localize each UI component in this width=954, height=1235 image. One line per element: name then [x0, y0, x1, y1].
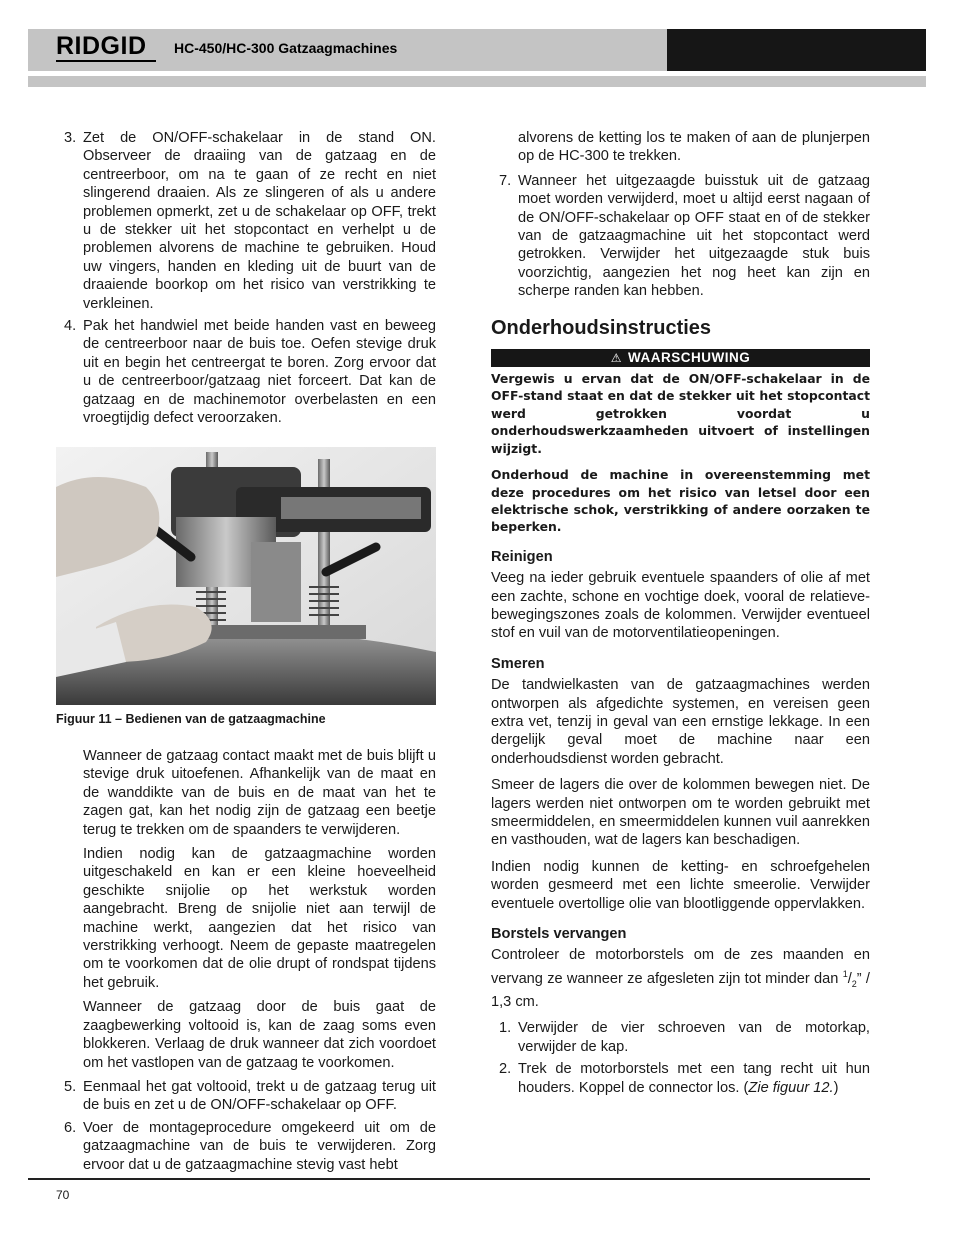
- ridgid-logo: RIDGID: [56, 32, 147, 60]
- item-number: 6.: [64, 1119, 77, 1136]
- paragraph: Veeg na ieder gebruik eventuele spaanders of olie af met een zachte, schone en vochtige doek, vooral de relatieve-bewegingszones zoals de kolommen. Verwijder eventueel stof en vuil van de motorventilatieopeningen.: [491, 570, 870, 642]
- fraction-numerator: 1: [842, 968, 848, 979]
- list-item: [491, 1060, 870, 1097]
- paragraph: De tandwielkasten van de gatzaagmachines werden ontworpen als afgedichte systemen, en vereisen geen extra vet, tenzij in geval van een ernstige lekkage. In een dergelijk geval moet de machine naar een onderhoudsdienst worden gebracht.: [491, 677, 870, 767]
- header-dark-block: [667, 29, 926, 71]
- item-text: Pak het handwiel met beide handen vast en beweeg de centreerboor naar de buis toe. Oefen stevige druk uit en begin het centreergat te boren. Zorg ervoor dat u de centreerboor/gatzaag niet forceert. Dat kan de gatzaag en de machinemotor overbelasten en een vroegtijdig defect veroorzaken.: [83, 318, 436, 427]
- warning-text: Onderhoud de machine in overeenstemming met deze procedures om het risico van letsel door een elektrische schok, verstrikking of andere oorzaken te beperken.: [491, 467, 870, 535]
- logo-underline: [56, 60, 156, 62]
- page-number: 70: [56, 1188, 70, 1202]
- section-title: Onderhoudsinstructies: [491, 316, 712, 339]
- warning-banner: [491, 349, 870, 367]
- paragraph: Wanneer de gatzaag door de buis gaat de zaagbewerking voltooid is, kan de zaag soms even blokkeren. Verlaag de druk wanneer dat zich voordoet om het vastlopen van de gatzaag te voorkomen.: [83, 999, 436, 1071]
- item-number: 4.: [64, 318, 77, 335]
- continued-text: alvorens de ketting los te maken of aan de plunjerpen op de HC-300 te trekken.: [518, 130, 870, 165]
- paragraph: Indien nodig kunnen de ketting- en schroefgehelen worden gesmeerd met een lichte smeerolie. Verwijder eventuele overtollige olie van blootliggende oppervlakken.: [491, 858, 870, 912]
- list-item: [56, 1078, 436, 1115]
- left-column: [56, 129, 436, 432]
- warning-triangle-icon: ⚠: [610, 351, 622, 366]
- subsection-title: Reinigen: [491, 548, 553, 565]
- right-column: [491, 129, 870, 1101]
- warning-text: Vergewis u ervan dat de ON/OFF-schakelaar in de OFF-stand staat en dat de stekker uit het stopcontact werd getrokken voordat u onderhoudswerkzaamheden uitvoert of instellingen wijzigt.: [491, 371, 870, 456]
- list-item: [491, 172, 870, 301]
- figure-reference: Zie figuur 12.: [748, 1079, 834, 1096]
- left-column-lower: [56, 747, 436, 1178]
- item-text: Voer de montageprocedure omgekeerd uit om de gatzaagmachine van de buis te verwijderen. Zorg ervoor dat u de gatzaagmachine stevig vast hebt: [83, 1119, 436, 1173]
- brush-text: Controleer de motorborstels om de zes maanden en vervang ze wanneer ze afgesleten zijn tot minder dan: [491, 947, 870, 987]
- list-item: [56, 317, 436, 427]
- paragraph: Wanneer de gatzaag contact maakt met de buis blijft u stevige druk uitoefenen. Afhankelijk van de maat en de wanddikte van de buis en de maat van het te zagen gat, kan het nodig zijn de gatzaag een beetje terug te trekken om de spaanders te verwijderen.: [83, 748, 436, 838]
- fraction-denominator: 2: [851, 978, 857, 989]
- subsection-title: Borstels vervangen: [491, 926, 627, 943]
- paragraph: Smeer de lagers die over de kolommen bewegen niet. De lagers werden niet ontworpen om te worden gebruikt met smeermiddelen, en smeermiddelen kunnen vuil aanrekken en vasthouden, wat de lagers kan beschadigen.: [491, 777, 870, 849]
- item-text: Zet de ON/OFF-schakelaar in de stand ON. Observeer de draaiing van de gatzaag en de centreerboor, om na te gaan of ze recht en niet slingerend draaien. Als ze slingeren of als u andere problemen opmerkt, zet u de schakelaar op OFF, trekt u de stekker uit het stopcontact en verhelpt u de problemen alvorens de machine te gebruiken. Houd uw vingers, handen en kleding uit de buurt van de draaiende boorkop om het risico van verstrikking te verkleinen.: [83, 130, 436, 312]
- list-item: [491, 1019, 870, 1056]
- item-text: Wanneer het uitgezaagde buisstuk uit de gatzaag moet worden verwijderd, moet u altijd eerst nagaan of de ON/OFF-schakelaar op OFF staat en of de stekker van de gatzaagmachine uit het stopcontact werd getrokken. Verwijder het uitgezaagde stuk buis voorzichtig, aangezien het nog heet kan zijn en scherpe randen kan hebben.: [518, 172, 870, 300]
- header-underline-bar: [28, 76, 926, 87]
- footer-rule: [28, 1178, 870, 1180]
- item-number: 7.: [499, 172, 512, 189]
- item-number: 5.: [64, 1078, 77, 1095]
- item-number: 1.: [499, 1020, 512, 1037]
- item-number: 3.: [64, 130, 77, 146]
- subsection-title: Smeren: [491, 655, 545, 672]
- brush-text-end: ” / 1,3 cm.: [491, 970, 870, 1011]
- list-item: [56, 129, 436, 313]
- item-text: Verwijder de vier schroeven van de motorkap, verwijder de kap.: [518, 1020, 870, 1055]
- header-title: HC-450/HC-300 Gatzaagmachines: [174, 40, 398, 56]
- list-item: [56, 1119, 436, 1174]
- item-text-end: ): [833, 1079, 839, 1096]
- item-number: 2.: [499, 1061, 512, 1078]
- item-text: Eenmaal het gat voltooid, trekt u de gatzaag terug uit de buis en zet u de ON/OFF-schakelaar op OFF.: [83, 1078, 436, 1114]
- item-text: Trek de motorborstels met een tang recht uit hun houders. Koppel de connector los. (: [518, 1061, 870, 1096]
- warning-label: WAARSCHUWING: [628, 350, 751, 366]
- paragraph: Indien nodig kan de gatzaagmachine worden uitgeschakeld en kan er een kleine hoeveelheid geschikte snijolie op het werkstuk worden aangebracht. Breng de snijolie niet aan terwijl de machine werkt, aangezien dat het risico van verstrikking verhoogt. Neem de gepaste maatregelen om te voorkomen dat de olie drupt of rondspat tijdens het gebruik.: [83, 846, 436, 991]
- hole-saw-machine-photo: [56, 447, 436, 705]
- figure-caption: Figuur 11 – Bedienen van de gatzaagmachine: [56, 712, 326, 726]
- paragraph: Controleer de motorborstels om de zes maanden en vervang ze wanneer ze afgesleten zijn tot minder dan $^1/_2$” / 1,3 cm.: [491, 947, 870, 1011]
